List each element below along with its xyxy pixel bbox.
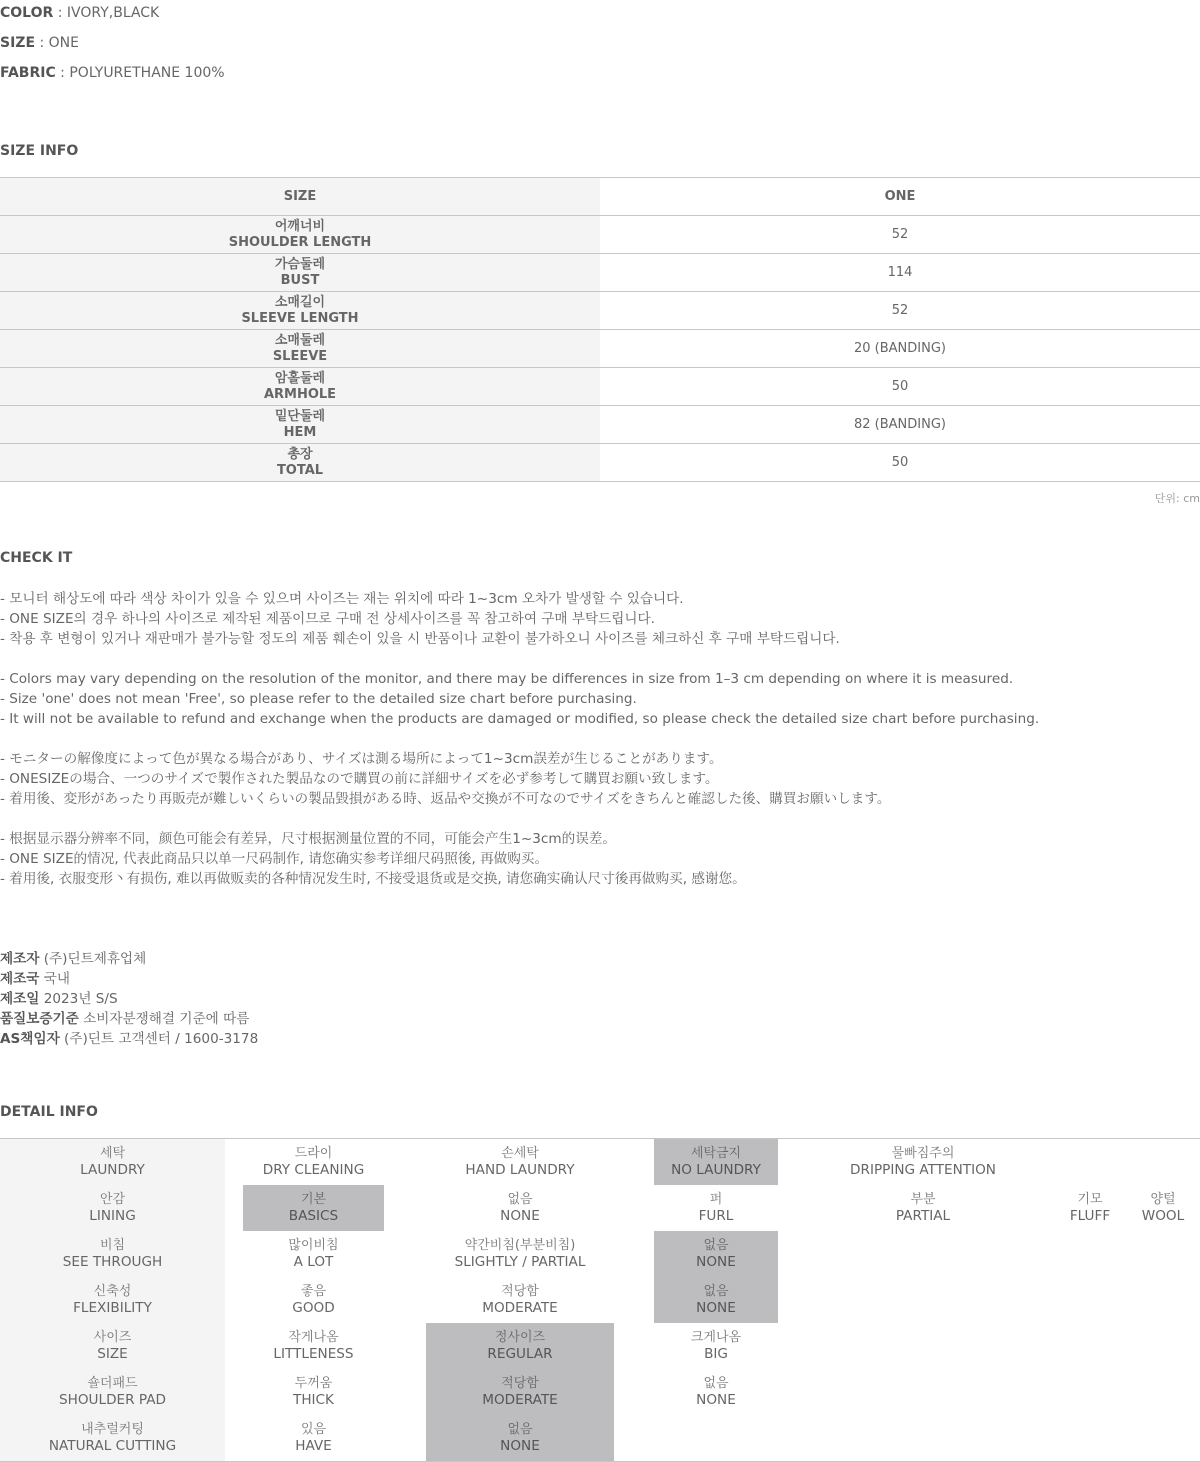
- measure-label: [0, 368, 600, 405]
- spec-value: IVORY,BLACK: [66, 5, 160, 21]
- size-info-title: SIZE INFO: [0, 143, 79, 159]
- detail-option-selected: [426, 1415, 614, 1461]
- detail-option: [426, 1185, 614, 1231]
- country-label: 제조국: [0, 971, 40, 987]
- notice-line: - 着用後, 衣服变形丶有损伤, 难以再做贩卖的各种情况发生时, 不接受退货或是交换, 请您确实确认尺寸後再做购买, 感谢您。: [0, 871, 746, 887]
- measure-value: 82 (BANDING): [854, 417, 946, 432]
- warranty-value: 소비자분쟁해결 기준에 따름: [83, 1011, 250, 1027]
- option-ko: 작게나옴: [288, 1330, 339, 1345]
- table-row: [0, 216, 1200, 254]
- detail-option: [243, 1369, 384, 1415]
- option-en: NONE: [696, 1254, 736, 1270]
- warranty-line: [0, 1009, 249, 1029]
- option-ko: 좋음: [300, 1284, 327, 1299]
- measure-label-ko: 소매길이: [274, 294, 326, 310]
- detail-option-selected: [243, 1185, 384, 1231]
- notice-line: - ONE SIZE的情况, 代表此商品只以单一尺码制作, 请您确实参考详细尺码照後, 再做购买。: [0, 851, 549, 867]
- option-en: MODERATE: [482, 1392, 558, 1408]
- country-line: [0, 969, 70, 989]
- table-row: [0, 254, 1200, 292]
- detail-label-en: LAUNDRY: [80, 1162, 145, 1178]
- detail-option-selected: [654, 1139, 778, 1185]
- notice-line: - 착용 후 변형이 있거나 재판매가 불가능할 정도의 제품 훼손이 있을 시 반품이나 교환이 불가하오니 사이즈를 체크하신 후 구매 부탁드립니다.: [0, 631, 840, 647]
- detail-row-label: [0, 1369, 225, 1415]
- notice-line: - 着用後、変形があったり再販売が難しいくらいの製品毀損がある時、返品や交換が不可なのでサイズをきちんと確認した後、購買お願いします。: [0, 791, 891, 807]
- spec-value: POLYURETHANE 100%: [69, 65, 225, 81]
- option-en: DRIPPING ATTENTION: [850, 1162, 996, 1178]
- detail-option: [426, 1139, 614, 1185]
- detail-row-label: [0, 1323, 225, 1369]
- size-table-header: [0, 178, 1200, 216]
- spec-color: [0, 4, 159, 22]
- size-table: [0, 177, 1200, 482]
- detail-row-label: [0, 1415, 225, 1461]
- measure-label: [0, 444, 600, 481]
- detail-row-label: [0, 1139, 225, 1185]
- option-en: LITTLENESS: [273, 1346, 354, 1362]
- measure-value: 20 (BANDING): [854, 341, 946, 356]
- detail-label-ko: 안감: [99, 1192, 126, 1207]
- option-en: HAVE: [295, 1438, 332, 1454]
- measure-label-en: ARMHOLE: [263, 386, 337, 402]
- notice-line: - 모니터 해상도에 따라 색상 차이가 있을 수 있으며 사이즈는 재는 위치에 따라 1~3cm 오차가 발생할 수 있습니다.: [0, 591, 684, 607]
- date-value: 2023년 S/S: [43, 991, 118, 1007]
- measure-value: 52: [891, 227, 909, 242]
- option-ko: 없음: [703, 1238, 729, 1253]
- detail-option-selected: [654, 1231, 778, 1277]
- option-ko: 없음: [703, 1284, 729, 1299]
- detail-label-en: SIZE: [97, 1346, 128, 1362]
- measure-label-ko: 총장: [287, 446, 313, 462]
- detail-label-ko: 세탁: [99, 1146, 126, 1161]
- measure-label: [0, 254, 600, 291]
- option-en: FURL: [698, 1208, 734, 1224]
- detail-label-en: SEE THROUGH: [62, 1254, 163, 1270]
- detail-label-ko: 내추럴커팅: [81, 1422, 144, 1437]
- notice-line: - Size 'one' does not mean 'Free', so please refer to the detailed size chart before purchasing.: [0, 691, 637, 707]
- detail-option: [426, 1231, 614, 1277]
- option-ko: 기모: [1077, 1192, 1103, 1207]
- detail-option: [654, 1369, 778, 1415]
- measure-label-en: SHOULDER LENGTH: [228, 234, 372, 250]
- measure-label: [0, 216, 600, 253]
- detail-option-selected: [654, 1277, 778, 1323]
- detail-option: [243, 1139, 384, 1185]
- size-header-label: SIZE: [0, 178, 600, 215]
- manufacturer-line: [0, 949, 146, 969]
- detail-option: [243, 1323, 384, 1369]
- option-ko: 손세탁: [501, 1146, 539, 1161]
- measure-value: 52: [891, 303, 909, 318]
- option-en: A LOT: [293, 1254, 334, 1270]
- option-en: HAND LAUNDRY: [465, 1162, 575, 1178]
- option-en: PARTIAL: [895, 1208, 951, 1224]
- unit-note: 단위: cm: [1154, 492, 1200, 505]
- option-en: DRY CLEANING: [262, 1162, 365, 1178]
- table-row: [0, 444, 1200, 482]
- size-header-value: ONE: [884, 189, 916, 204]
- option-ko: 두꺼움: [294, 1376, 333, 1391]
- detail-option: [243, 1277, 384, 1323]
- detail-row-label: [0, 1277, 225, 1323]
- option-en: NONE: [500, 1208, 540, 1224]
- option-en: NONE: [500, 1438, 540, 1454]
- detail-row-label: [0, 1231, 225, 1277]
- as-contact-line: [0, 1029, 258, 1049]
- option-en: BIG: [704, 1346, 728, 1362]
- option-en: NONE: [696, 1300, 736, 1316]
- option-ko: 물빠짐주의: [891, 1146, 955, 1161]
- measure-label-ko: 가슴둘레: [274, 256, 326, 272]
- detail-label-en: NATURAL CUTTING: [48, 1438, 177, 1454]
- detail-option-selected: [426, 1323, 614, 1369]
- option-en: SLIGHTLY / PARTIAL: [454, 1254, 586, 1270]
- measure-label: [0, 292, 600, 329]
- option-ko: 퍼: [709, 1192, 723, 1207]
- spec-label: SIZE: [0, 35, 36, 51]
- country-value: 국내: [43, 971, 70, 987]
- detail-label-en: LINING: [89, 1208, 136, 1224]
- option-en: BASICS: [288, 1208, 339, 1224]
- option-ko: 약간비침(부분비침): [464, 1238, 576, 1253]
- spec-separator: :: [55, 65, 70, 81]
- option-ko: 많이비침: [288, 1238, 339, 1253]
- detail-label-ko: 숄더패드: [87, 1376, 138, 1391]
- measure-label-ko: 어깨너비: [274, 218, 326, 234]
- detail-option: [426, 1277, 614, 1323]
- option-en: NO LAUNDRY: [671, 1162, 761, 1178]
- option-ko: 크게나옴: [690, 1330, 742, 1345]
- option-en: FLUFF: [1069, 1208, 1111, 1224]
- option-ko: 세탁금지: [690, 1146, 742, 1161]
- detail-label-ko: 비침: [99, 1238, 126, 1253]
- table-row: [0, 368, 1200, 406]
- table-row: [0, 292, 1200, 330]
- option-en: NONE: [696, 1392, 736, 1408]
- notice-line: - ONE SIZE의 경우 하나의 사이즈로 제작된 제품이므로 구매 전 상세사이즈를 꼭 참고하여 구매 부탁드립니다.: [0, 611, 655, 627]
- detail-option: [823, 1139, 1023, 1185]
- detail-label-ko: 사이즈: [93, 1330, 132, 1345]
- measure-label-en: SLEEVE: [272, 348, 328, 364]
- measure-value: 50: [891, 379, 909, 394]
- measure-label-ko: 밑단둘레: [274, 408, 326, 424]
- option-ko: 적당함: [501, 1376, 539, 1391]
- measure-label-en: TOTAL: [276, 462, 324, 478]
- detail-option: [243, 1415, 384, 1461]
- detail-option-selected: [426, 1369, 614, 1415]
- spec-label: FABRIC: [0, 65, 56, 81]
- option-ko: 없음: [507, 1422, 533, 1437]
- spec-separator: :: [35, 35, 49, 51]
- table-row: [0, 330, 1200, 368]
- manufacturer-value: (주)딘트제휴업체: [43, 951, 147, 967]
- spec-separator: :: [53, 5, 67, 21]
- option-ko: 적당함: [501, 1284, 539, 1299]
- measure-label-ko: 소매둘레: [274, 332, 326, 348]
- option-ko: 부분: [910, 1192, 936, 1207]
- notice-line: - It will not be available to refund and exchange when the products are damaged or modified, so please check the detailed size chart before purchasing.: [0, 711, 1040, 727]
- detail-row-label: [0, 1185, 225, 1231]
- measure-label: [0, 330, 600, 367]
- notice-line: - モニターの解像度によって色が異なる場合があり、サイズは測る場所によって1~3cm誤差が生じることがあります。: [0, 751, 723, 767]
- measure-label: [0, 406, 600, 443]
- detail-label-ko: 신축성: [93, 1284, 132, 1299]
- option-ko: 기본: [300, 1192, 327, 1207]
- detail-grid: [0, 1138, 1200, 1462]
- option-ko: 드라이: [294, 1146, 333, 1161]
- option-en: WOOL: [1141, 1208, 1185, 1224]
- spec-value: ONE: [48, 35, 79, 51]
- option-en: THICK: [293, 1392, 334, 1408]
- spec-size: [0, 34, 79, 52]
- check-it-title: CHECK IT: [0, 550, 73, 566]
- detail-option: [1130, 1185, 1196, 1231]
- measure-label-ko: 암홀둘레: [274, 370, 326, 386]
- detail-option: [654, 1185, 778, 1231]
- date-line: [0, 989, 118, 1009]
- option-ko: 정사이즈: [494, 1330, 546, 1345]
- date-label: 제조일: [0, 991, 40, 1007]
- notice-line: - ONESIZEの場合、一つのサイズで製作された製品なので購買の前に詳細サイズを必ず参考して購買お願い致します。: [0, 771, 719, 787]
- option-en: GOOD: [292, 1300, 335, 1316]
- detail-label-en: FLEXIBILITY: [73, 1300, 152, 1316]
- detail-info-title: DETAIL INFO: [0, 1104, 98, 1120]
- detail-label-en: SHOULDER PAD: [59, 1392, 166, 1408]
- notice-line: - Colors may vary depending on the resolution of the monitor, and there may be differences in size from 1–3 cm depending on where it is measured.: [0, 671, 1014, 687]
- measure-label-en: SLEEVE LENGTH: [241, 310, 359, 326]
- option-ko: 없음: [703, 1376, 729, 1391]
- detail-option: [1055, 1185, 1125, 1231]
- measure-label-en: BUST: [280, 272, 320, 288]
- as-contact-value: (주)딘트 고객센터 / 1600-3178: [64, 1031, 259, 1047]
- option-en: REGULAR: [487, 1346, 553, 1362]
- detail-option: [243, 1231, 384, 1277]
- option-ko: 있음: [300, 1422, 327, 1437]
- as-contact-label: AS책임자: [0, 1031, 60, 1047]
- warranty-label: 품질보증기준: [0, 1011, 79, 1027]
- spec-label: COLOR: [0, 5, 54, 21]
- notice-line: - 根据显示器分辨率不同，颜色可能会有差异，尺寸根据测量位置的不同，可能会产生1~3cm的误差。: [0, 831, 616, 847]
- measure-value: 50: [891, 455, 909, 470]
- measure-label-en: HEM: [283, 424, 317, 440]
- manufacturer-label: 제조자: [0, 951, 40, 967]
- table-row: [0, 406, 1200, 444]
- spec-fabric: [0, 64, 225, 82]
- option-ko: 양털: [1150, 1192, 1176, 1207]
- option-en: MODERATE: [482, 1300, 558, 1316]
- detail-option: [654, 1323, 778, 1369]
- detail-option: [823, 1185, 1023, 1231]
- measure-value: 114: [887, 265, 913, 280]
- option-ko: 없음: [507, 1192, 533, 1207]
